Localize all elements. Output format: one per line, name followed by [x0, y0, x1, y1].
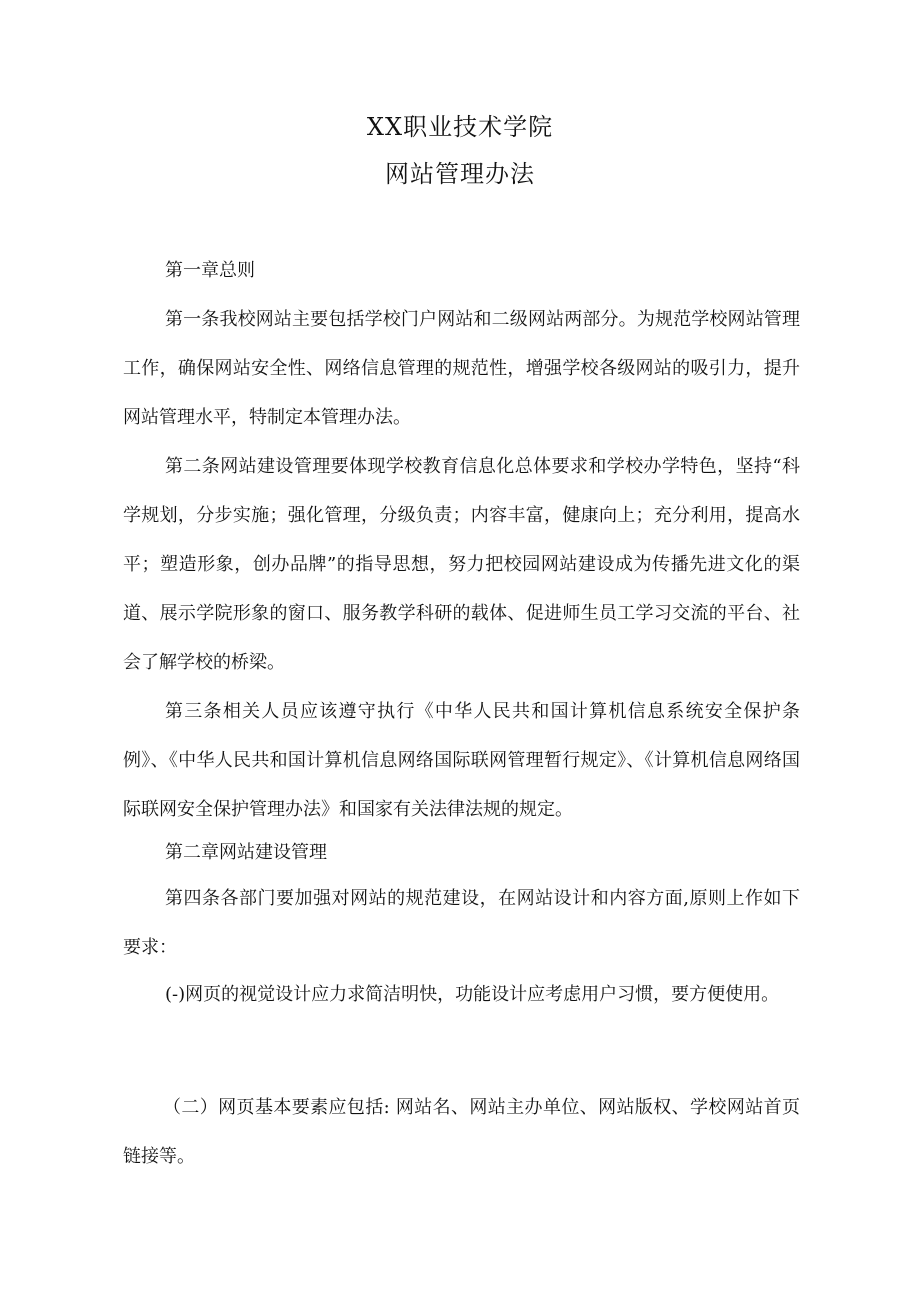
article-3: 第三条相关人员应该遵守执行《中华人民共和国计算机信息系统安全保护条例》、《中华人民共和国计算机信息网络国际联网管理暂行规定》、《计算机信息网络国际联网安全保护管理办法》和国家有关法律法规的规定。	[123, 701, 800, 820]
article-4: 第四条各部门要加强对网站的规范建设，在网站设计和内容方面,原则上作如下要求：	[123, 888, 800, 958]
article-2: 第二条网站建设管理要体现学校教育信息化总体要求和学校办学特色，坚持“科学规划，分步实施；强化管理，分级负责；内容丰富，健康向上；充分利用，提高水平；塑造形象，创办品牌”的指导思想，努力把校园网站建设成为传播先进文化的渠道、展示学院形象的窗口、服务教学科研的载体、促进师生员工学习交流的平台、社会了解学校的桥梁。	[123, 456, 800, 673]
document-title-institution: XX职业技术学院	[366, 113, 554, 141]
document-title-regulation: 网站管理办法	[385, 160, 535, 188]
chapter-2-heading: 第二章网站建设管理	[165, 842, 327, 863]
article-4-item-2: （二）网页基本要素应包括: 网站名、网站主办单位、网站版权、学校网站首页链接等。	[123, 1097, 800, 1167]
article-1: 第一条我校网站主要包括学校门户网站和二级网站两部分。为规范学校网站管理工作，确保网站安全性、网络信息管理的规范性，增强学校各级网站的吸引力，提升网站管理水平，特制定本管理办法。	[123, 309, 800, 428]
chapter-1-heading: 第一章总则	[165, 260, 255, 281]
article-4-item-1: (-)网页的视觉设计应力求简洁明快，功能设计应考虑用户习惯，要方便使用。	[165, 984, 780, 1005]
